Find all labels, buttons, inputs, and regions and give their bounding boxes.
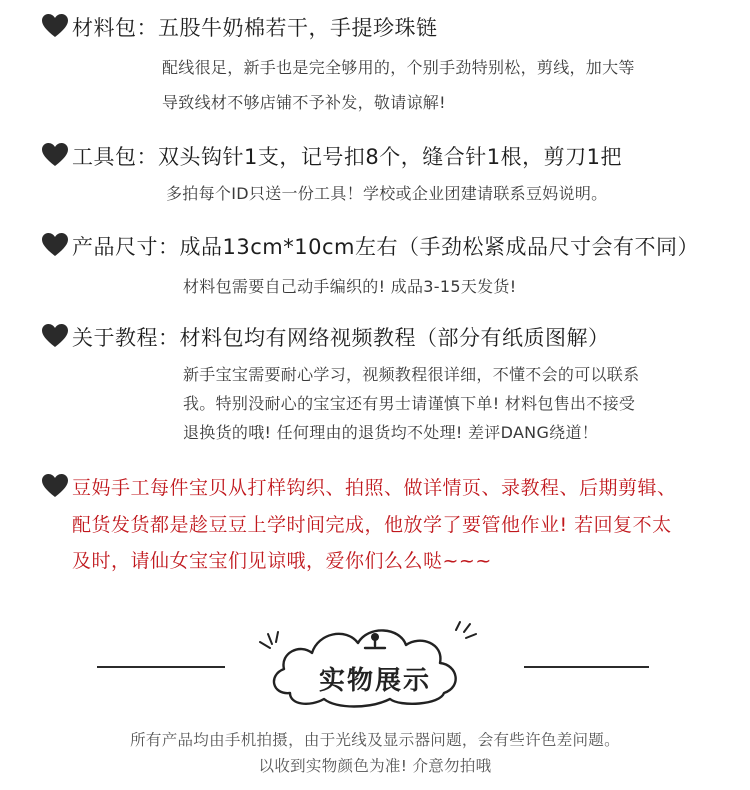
heart-icon — [42, 14, 68, 38]
footer-note: 以收到实物颜色为准! 介意勿拍哦 — [258, 757, 492, 775]
footer-note: 所有产品均由手机拍摄，由于光线及显示器问题，会有些许色差问题。 — [130, 731, 620, 749]
section-detail: 导致线材不够店铺不予补发，敬请谅解! — [162, 93, 446, 112]
heart-icon — [42, 233, 68, 257]
section-detail: 配线很足，新手也是完全够用的，个别手劲特别松，剪线，加大等 — [162, 58, 635, 77]
heart-icon — [42, 324, 68, 348]
section-detail: 多拍每个ID只送一份工具！学校或企业团建请联系豆妈说明。 — [166, 184, 608, 203]
section-heading: 产品尺寸：成品13cm*10cm左右（手劲松紧成品尺寸会有不同） — [72, 235, 699, 259]
notice-text: 豆妈手工每件宝贝从打样钩织、拍照、做详情页、录教程、后期剪辑、 — [72, 477, 677, 499]
notice-text: 及时，请仙女宝宝们见谅哦，爱你们么么哒~~~ — [72, 550, 492, 572]
badge-title: 实物展示 — [318, 666, 431, 696]
divider-line-left — [97, 666, 225, 668]
section-heading: 工具包：双头钩针1支，记号扣8个，缝合针1根，剪刀1把 — [72, 145, 622, 169]
heart-icon — [42, 474, 68, 498]
heart-icon — [42, 143, 68, 167]
section-detail: 材料包需要自己动手编织的! 成品3-15天发货! — [183, 277, 517, 296]
section-detail: 退换货的哦! 任何理由的退货均不处理! 差评DANG绕道！ — [183, 423, 599, 442]
divider-line-right — [524, 666, 649, 668]
section-detail: 新手宝宝需要耐心学习，视频教程很详细，不懂不会的可以联系 — [183, 365, 640, 384]
section-heading: 材料包：五股牛奶棉若干，手提珍珠链 — [72, 16, 438, 40]
sparkle-icon — [450, 620, 480, 650]
section-heading: 关于教程：材料包均有网络视频教程（部分有纸质图解） — [72, 326, 610, 350]
notice-text: 配货发货都是趁豆豆上学时间完成，他放学了要管他作业! 若回复不太 — [72, 514, 672, 536]
section-detail: 我。特别没耐心的宝宝还有男士请谨慎下单! 材料包售出不接受 — [183, 394, 636, 413]
sparkle-icon — [258, 630, 288, 660]
